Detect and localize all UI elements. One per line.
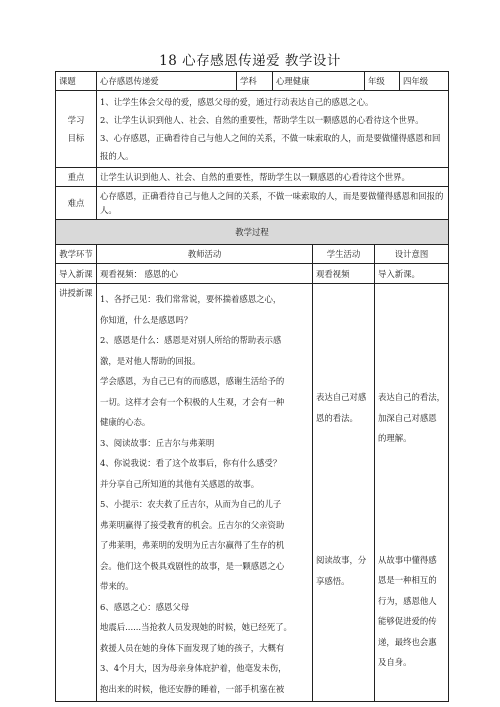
goals-label bbox=[56, 91, 97, 168]
intent-line: 表达自己的看法， bbox=[378, 392, 445, 403]
teacher-line: 4、你说我说：看了这个故事后，你有什么感受？ bbox=[100, 458, 282, 469]
key-point-text: 让学生认识到他人、社会、自然的重要性，帮助学生以一颗感恩的心看待这个世界。 bbox=[97, 168, 449, 187]
key-point-row bbox=[56, 168, 449, 187]
goals-content bbox=[97, 91, 449, 168]
difficulty-label: 难点 bbox=[56, 187, 97, 220]
student-activity-line: 表达自己对感 bbox=[316, 392, 367, 403]
process-table bbox=[55, 219, 449, 702]
lesson-teacher bbox=[97, 284, 313, 702]
process-heading: 教学过程 bbox=[56, 220, 449, 245]
lesson-value: 心存感恩传递爱 bbox=[97, 72, 237, 91]
teacher-line: 5、小提示：农夫救了丘吉尔，从而为自己的儿子 bbox=[100, 499, 282, 510]
difficulty-text: 心存感恩，正确看待自己与他人之间的关系，不做一味索取的人，而是要做懂得感恩和回报的人。 bbox=[97, 187, 449, 220]
intent-line: 的理解。 bbox=[378, 433, 412, 444]
grade-value: 四年级 bbox=[400, 72, 449, 91]
goals-label-text: 学习目标 bbox=[67, 115, 85, 143]
lesson-stage: 讲授新课 bbox=[56, 284, 97, 702]
intent-line: 从故事中懂得感 bbox=[378, 554, 437, 565]
teacher-line: 带来的。 bbox=[100, 581, 134, 592]
lesson-label: 课题 bbox=[56, 72, 97, 91]
teacher-line: 1、各抒己见：我们常常说，要怀揣着感恩之心， bbox=[100, 294, 282, 305]
info-row bbox=[56, 72, 449, 91]
student-activity-line: 享感悟。 bbox=[316, 575, 350, 586]
teacher-line: 抱出来的时候，他还安静的睡着，一部手机塞在被 bbox=[100, 683, 285, 694]
teacher-line: 地震后......当抢救人员发现她的时候，她已经死了。 bbox=[100, 622, 292, 633]
key-point-label: 重点 bbox=[56, 168, 97, 187]
teacher-line: 激，是对他人帮助的回报。 bbox=[100, 355, 201, 366]
teacher-line: 一切。这样才会有一个积极的人生观，才会有一种 bbox=[100, 396, 285, 407]
lesson-plan-table-wrapper bbox=[55, 71, 448, 702]
teacher-line: 3、4个月大，因为母亲身体庇护着，他毫发未伤， bbox=[100, 663, 287, 674]
intro-teacher: 观看视频： 感恩的心 bbox=[97, 264, 313, 284]
intro-student: 观看视频 bbox=[313, 264, 375, 284]
teacher-line: 弗莱明赢得了接受教育的机会。丘吉尔的父亲资助 bbox=[100, 519, 285, 530]
process-header-row bbox=[56, 245, 449, 264]
teacher-line: 6、感恩之心：感恩父母 bbox=[100, 601, 190, 612]
goal-item: 2、让学生认识到他人、社会、自然的重要性，帮助学生以一颗感恩的心看待这个世界。 bbox=[100, 115, 424, 125]
intent-line: 恩是一种相互的 bbox=[378, 575, 437, 586]
teacher-line: 了弗莱明，弗莱明的发明为丘吉尔赢得了生存的机 bbox=[100, 540, 285, 551]
lesson-plan-table bbox=[55, 71, 449, 220]
intent-line: 能够促进爱的传 bbox=[378, 616, 437, 627]
student-activity-line: 阅读故事，分 bbox=[316, 555, 367, 566]
subject-label: 学科 bbox=[237, 72, 273, 91]
lesson-row bbox=[56, 284, 449, 702]
col-header-intent: 设计意图 bbox=[375, 245, 449, 264]
intent-line: 及自身。 bbox=[378, 657, 412, 668]
goal-item: 3、心存感恩，正确看待自己与他人之间的关系，不做一味索取的人，而是要做懂得感恩和回报的人。 bbox=[100, 133, 441, 161]
intro-intent: 导入新课。 bbox=[375, 264, 449, 284]
intent-line: 加深自己对感恩 bbox=[378, 412, 437, 423]
document-title: 18 心存感恩传递爱 教学设计 bbox=[159, 53, 341, 69]
lesson-intent bbox=[375, 284, 449, 702]
intro-stage: 导入新课 bbox=[56, 264, 97, 284]
intent-line: 递，最终也会惠 bbox=[378, 636, 437, 647]
intent-line: 行为，感恩他人 bbox=[378, 595, 437, 606]
teacher-line: 你知道，什么是感恩吗？ bbox=[100, 314, 193, 325]
difficulty-row bbox=[56, 187, 449, 220]
teacher-line: 2、感恩是什么：感恩是对别人所给的帮助表示感 bbox=[100, 335, 282, 346]
teacher-line: 健康的心态。 bbox=[100, 417, 151, 428]
col-header-stage: 教学环节 bbox=[56, 245, 97, 264]
goals-row bbox=[56, 91, 449, 168]
teacher-line: 学会感恩，为自己已有的而感恩，感谢生活给予的 bbox=[100, 376, 285, 387]
teacher-line: 救援人员在她的身体下面发现了她的孩子，大概有 bbox=[100, 642, 285, 653]
teacher-line: 3、阅读故事：丘吉尔与弗莱明 bbox=[100, 437, 215, 448]
intro-row bbox=[56, 264, 449, 284]
process-heading-row bbox=[56, 220, 449, 245]
col-header-student: 学生活动 bbox=[313, 245, 375, 264]
col-header-teacher: 教师活动 bbox=[97, 245, 313, 264]
goal-item: 1、让学生体会父母的爱，感恩父母的爱，通过行动表达自己的感恩之心。 bbox=[100, 97, 374, 107]
teacher-line: 并分享自己所知道的其他有关感恩的故事。 bbox=[100, 478, 260, 489]
subject-value: 心理健康 bbox=[273, 72, 365, 91]
grade-label: 年级 bbox=[365, 72, 400, 91]
student-activity-line: 恩的看法。 bbox=[316, 412, 358, 423]
lesson-student bbox=[313, 284, 375, 702]
teacher-line: 会。他们这个极具戏剧性的故事，是一颗感恩之心 bbox=[100, 560, 285, 571]
